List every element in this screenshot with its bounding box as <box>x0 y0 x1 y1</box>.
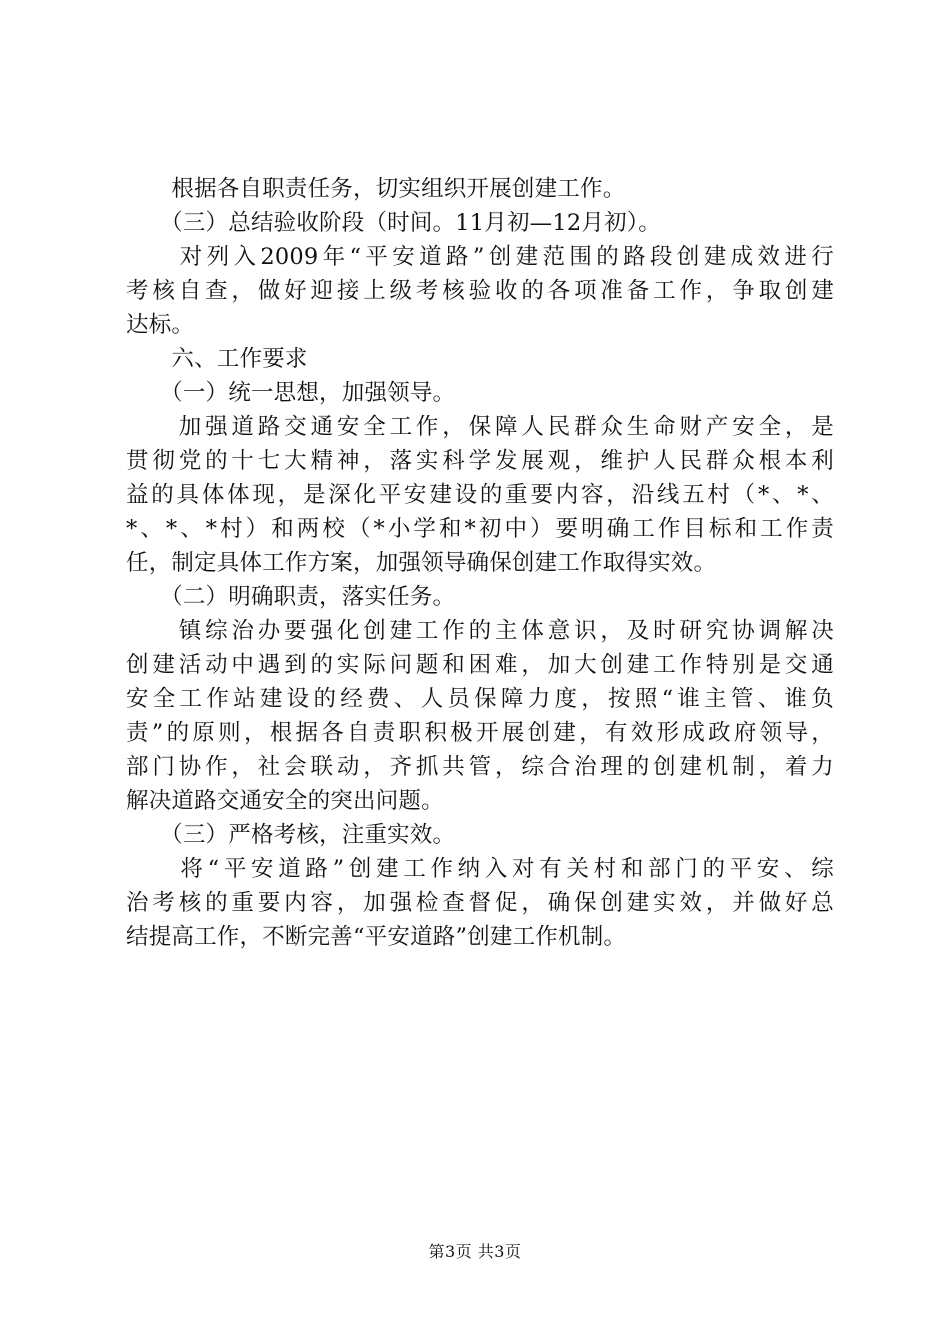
body-line: 将“平安道路”创建工作纳入对有关村和部门的平安、综 <box>126 856 834 882</box>
body-line: *、*、*村）和两校（*小学和*初中）要明确工作目标和工作责 <box>126 516 834 542</box>
body-line: 贯彻党的十七大精神，落实科学发展观，维护人民群众根本利 <box>126 448 834 474</box>
document-body <box>126 172 834 954</box>
subsection-heading: （二）明确职责，落实任务。 <box>126 584 456 610</box>
subsection-heading: （三）严格考核，注重实效。 <box>126 822 456 848</box>
body-line: 安全工作站建设的经费、人员保障力度，按照“谁主管、谁负 <box>126 686 834 712</box>
body-line: 镇综治办要强化创建工作的主体意识，及时研究协调解决 <box>126 618 834 644</box>
page-number-label: 第3页 共3页 <box>428 1242 522 1261</box>
body-line: 结提高工作，不断完善“平安道路”创建工作机制。 <box>126 924 627 950</box>
body-line: 加强道路交通安全工作，保障人民群众生命财产安全，是 <box>126 414 834 440</box>
body-line: 达标。 <box>126 312 195 338</box>
section-heading: 六、工作要求 <box>126 346 308 372</box>
page-footer <box>0 1240 950 1264</box>
body-line: 对列入2009年“平安道路”创建范围的路段创建成效进行 <box>126 244 834 270</box>
body-line: 根据各自职责任务，切实组织开展创建工作。 <box>126 176 626 202</box>
body-line: （三）总结验收阶段（时间。11月初—12月初）。 <box>126 210 661 236</box>
body-line: 任，制定具体工作方案，加强领导确保创建工作取得实效。 <box>126 550 717 576</box>
body-line: 治考核的重要内容，加强检查督促，确保创建实效，并做好总 <box>126 890 834 916</box>
body-line: 部门协作，社会联动，齐抓共管，综合治理的创建机制，着力 <box>126 754 834 780</box>
body-line: 责”的原则，根据各自责职积极开展创建，有效形成政府领导， <box>126 720 834 746</box>
body-line: 益的具体体现，是深化平安建设的重要内容，沿线五村（*、*、 <box>126 482 834 508</box>
body-line: 考核自查，做好迎接上级考核验收的各项准备工作，争取创建 <box>126 278 834 304</box>
subsection-heading: （一）统一思想，加强领导。 <box>126 380 456 406</box>
body-line: 解决道路交通安全的突出问题。 <box>126 788 444 814</box>
body-line: 创建活动中遇到的实际问题和困难，加大创建工作特别是交通 <box>126 652 834 678</box>
